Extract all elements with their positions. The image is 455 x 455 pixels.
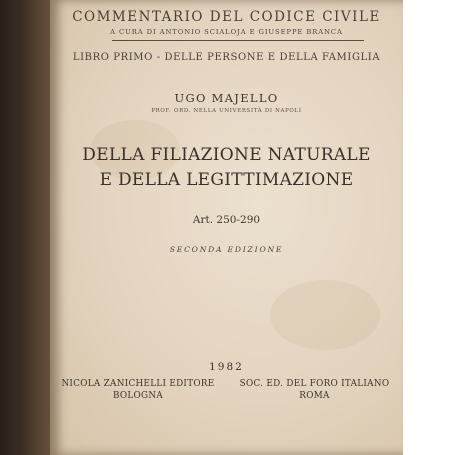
publisher-left-name: NICOLA ZANICHELLI EDITORE [61, 379, 215, 389]
publication-year: 1982 [209, 361, 244, 373]
series-editors: A CURA DI ANTONIO SCIALOJA E GIUSEPPE BRANCA [110, 28, 343, 36]
title-page [50, 0, 403, 455]
volume-subtitle: LIBRO PRIMO - DELLE PERSONE E DELLA FAMIGLIA [72, 52, 381, 63]
articles-range: Art. 250-290 [192, 214, 261, 226]
publisher-right-name: SOC. ED. DEL FORO ITALIANO [239, 379, 390, 389]
author-name: UGO MAJELLO [174, 91, 279, 105]
edition-label: SECONDA EDIZIONE [169, 245, 284, 254]
paper-stain [270, 280, 380, 350]
book-title-line-2: E DELLA LEGITTIMAZIONE [99, 170, 354, 190]
author-affiliation: PROF. ORD. NELLA UNIVERSITÀ DI NAPOLI [151, 108, 302, 114]
page-margin-background [403, 0, 455, 455]
publisher-right-city: ROMA [299, 391, 330, 401]
series-title: COMMENTARIO DEL CODICE CIVILE [72, 9, 381, 25]
book-title-line-1: DELLA FILIAZIONE NATURALE [82, 145, 371, 165]
publisher-left-city: BOLOGNA [112, 391, 164, 401]
header-rule [112, 40, 364, 41]
